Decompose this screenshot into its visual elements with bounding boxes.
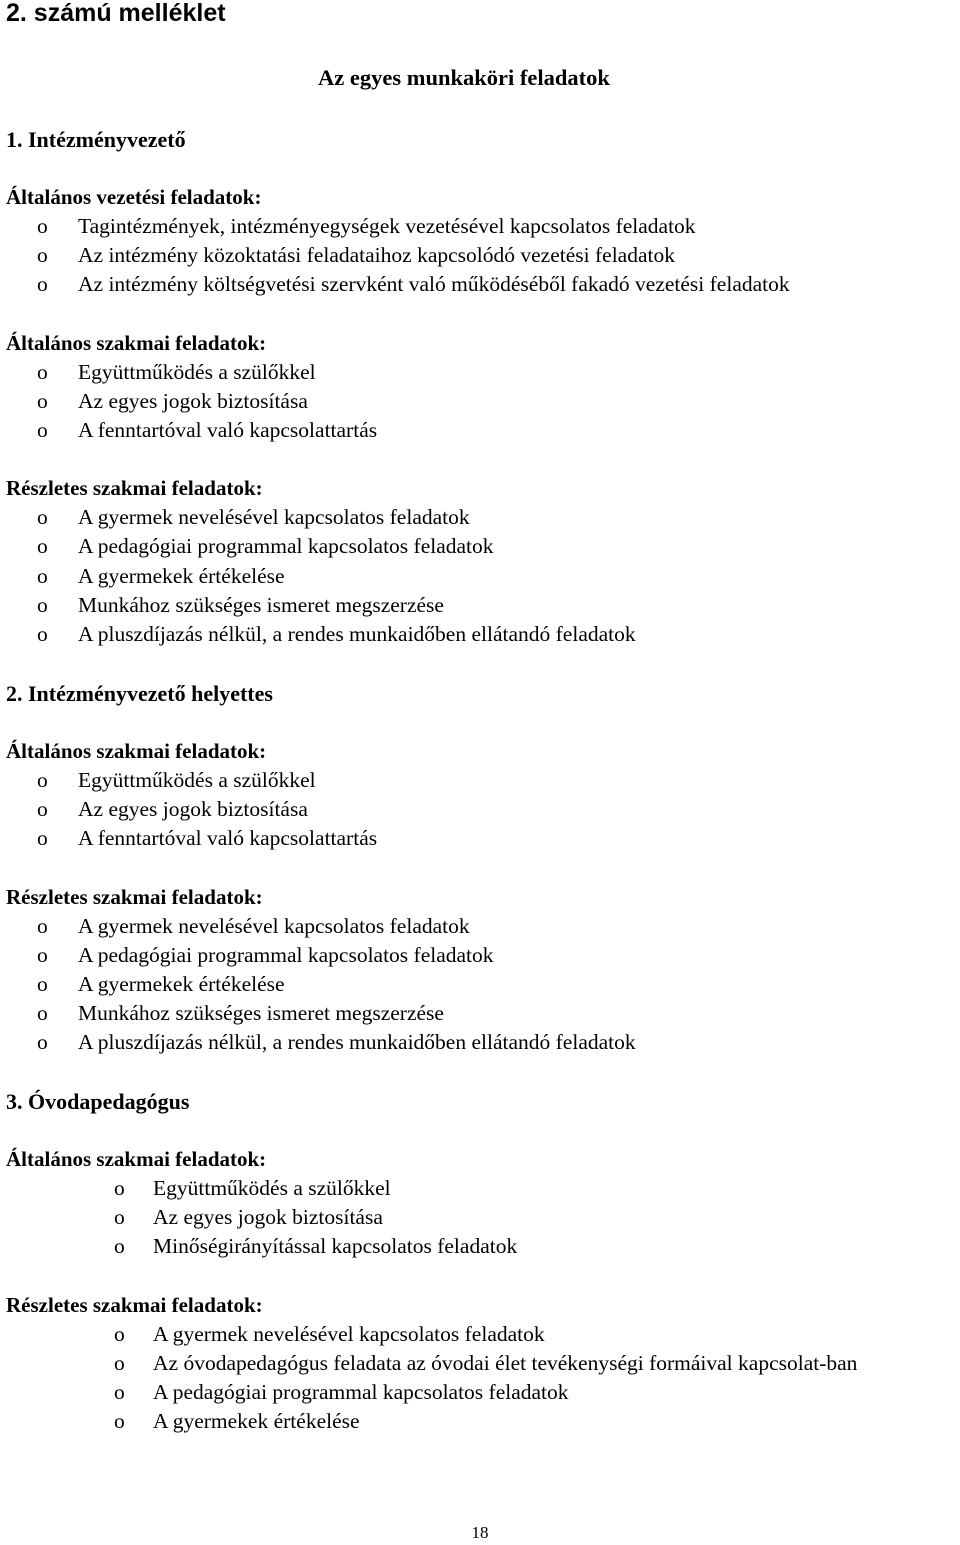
list-item (6, 1203, 956, 1232)
list-item (6, 795, 956, 824)
page-number: 18 (471, 1523, 489, 1542)
item-text: Együttműködés a szülőkkel (153, 1176, 391, 1200)
task-list (6, 212, 956, 300)
role-heading: 2. Intézményvezető helyettes (6, 681, 273, 706)
list-item (6, 591, 956, 620)
bullet: o (37, 214, 48, 238)
bullet: o (37, 534, 48, 559)
bullet: o (37, 272, 48, 297)
item-text: Az intézmény költségvetési szervként való működéséből fakadó vezetési feladatok (78, 272, 790, 297)
bullet: o (114, 1205, 125, 1230)
list-item (6, 941, 956, 970)
role-ovodapedagogus (6, 1087, 956, 1436)
bullet: o (37, 563, 48, 588)
task-list (6, 766, 956, 854)
section-title: Általános szakmai feladatok: (6, 330, 267, 355)
section-title: Részletes szakmai feladatok: (6, 476, 263, 501)
role-intezmenyvezeto-helyettes (6, 679, 956, 1058)
list-item (6, 270, 956, 299)
section-detailed-professional (6, 1291, 956, 1437)
item-text: Minőségirányítással kapcsolatos feladatok (153, 1234, 518, 1259)
list-item (6, 999, 956, 1028)
list-item (6, 1378, 956, 1407)
item-text: Tagintézmények, intézményegységek vezetésével kapcsolatos feladatok (78, 214, 696, 238)
bullet: o (37, 622, 48, 647)
bullet: o (37, 768, 48, 792)
item-text: Az intézmény közoktatási feladataihoz kapcsolódó vezetési feladatok (78, 243, 675, 268)
bullet: o (114, 1321, 125, 1346)
item-text: A gyermek nevelésével kapcsolatos feladatok (153, 1321, 545, 1346)
list-item (6, 1407, 956, 1436)
list-item (6, 970, 956, 999)
task-list (6, 1174, 956, 1262)
role-heading: 1. Intézményvezető (6, 127, 186, 152)
section-title: Általános vezetési feladatok: (6, 185, 262, 209)
section-general-professional (6, 737, 956, 854)
item-text: Az egyes jogok biztosítása (153, 1205, 383, 1230)
item-text: Együttműködés a szülőkkel (78, 768, 316, 792)
item-text: A fenntartóval való kapcsolattartás (78, 418, 378, 443)
list-item (6, 824, 956, 853)
document-title: Az egyes munkaköri feladatok (318, 65, 610, 90)
list-item (6, 766, 956, 795)
item-text: A pedagógiai programmal kapcsolatos feladatok (153, 1380, 569, 1405)
role-intezmenyvezeto (6, 125, 956, 649)
task-list (6, 912, 956, 1058)
item-text: A pedagógiai programmal kapcsolatos feladatok (78, 942, 494, 967)
list-item (6, 562, 956, 591)
item-text: A gyermekek értékelése (153, 1409, 360, 1434)
list-item (6, 212, 956, 241)
item-text: Az egyes jogok biztosítása (78, 388, 308, 413)
bullet: o (37, 972, 48, 997)
annex-title: 2. számú melléklet (6, 0, 226, 27)
list-item (6, 503, 956, 532)
item-text: A fenntartóval való kapcsolattartás (78, 826, 378, 851)
section-general-management (6, 183, 956, 300)
bullet: o (114, 1176, 125, 1200)
list-item (6, 387, 956, 416)
item-text: Az egyes jogok biztosítása (78, 797, 308, 822)
list-item (6, 416, 956, 445)
bullet: o (37, 1030, 48, 1055)
task-list (6, 1320, 956, 1437)
bullet: o (37, 418, 48, 443)
item-text: A gyermekek értékelése (78, 972, 285, 997)
section-general-professional (6, 1145, 956, 1262)
bullet: o (37, 913, 48, 938)
bullet: o (37, 243, 48, 268)
item-text: A pedagógiai programmal kapcsolatos feladatok (78, 534, 494, 559)
section-detailed-professional (6, 474, 956, 649)
bullet: o (37, 942, 48, 967)
bullet: o (37, 592, 48, 617)
bullet: o (114, 1350, 125, 1375)
item-text: Együttműködés a szülőkkel (78, 359, 316, 384)
bullet: o (37, 388, 48, 413)
list-item (6, 1028, 956, 1057)
section-title: Részletes szakmai feladatok: (6, 884, 263, 909)
bullet: o (114, 1380, 125, 1405)
item-text: A gyermek nevelésével kapcsolatos feladatok (78, 505, 470, 530)
item-text: A pluszdíjazás nélkül, a rendes munkaidőben ellátandó feladatok (78, 1030, 636, 1055)
task-list (6, 358, 956, 446)
task-list (6, 503, 956, 649)
list-item (6, 1174, 956, 1203)
section-detailed-professional (6, 883, 956, 1058)
list-item (6, 1349, 956, 1378)
list-item (6, 620, 956, 649)
list-item (6, 532, 956, 561)
bullet: o (37, 797, 48, 822)
bullet: o (37, 505, 48, 530)
list-item (6, 1232, 956, 1261)
section-title: Részletes szakmai feladatok: (6, 1292, 263, 1317)
item-text: Munkához szükséges ismeret megszerzése (78, 592, 444, 617)
role-heading: 3. Óvodapedagógus (6, 1089, 190, 1114)
item-text: A pluszdíjazás nélkül, a rendes munkaidőben ellátandó feladatok (78, 622, 636, 647)
item-text: A gyermek nevelésével kapcsolatos feladatok (78, 913, 470, 938)
bullet: o (114, 1409, 125, 1434)
bullet: o (37, 1001, 48, 1026)
bullet: o (114, 1234, 125, 1259)
section-general-professional (6, 329, 956, 446)
item-text: A gyermekek értékelése (78, 563, 285, 588)
item-text: Munkához szükséges ismeret megszerzése (78, 1001, 444, 1026)
bullet: o (37, 826, 48, 851)
list-item (6, 1320, 956, 1349)
section-title: Általános szakmai feladatok: (6, 739, 267, 763)
section-title: Általános szakmai feladatok: (6, 1147, 267, 1171)
item-text: Az óvodapedagógus feladata az óvodai élet tevékenységi formáival kapcsolat-​ban (153, 1350, 858, 1375)
list-item (6, 912, 956, 941)
list-item (6, 241, 956, 270)
list-item (6, 358, 956, 387)
bullet: o (37, 359, 48, 384)
